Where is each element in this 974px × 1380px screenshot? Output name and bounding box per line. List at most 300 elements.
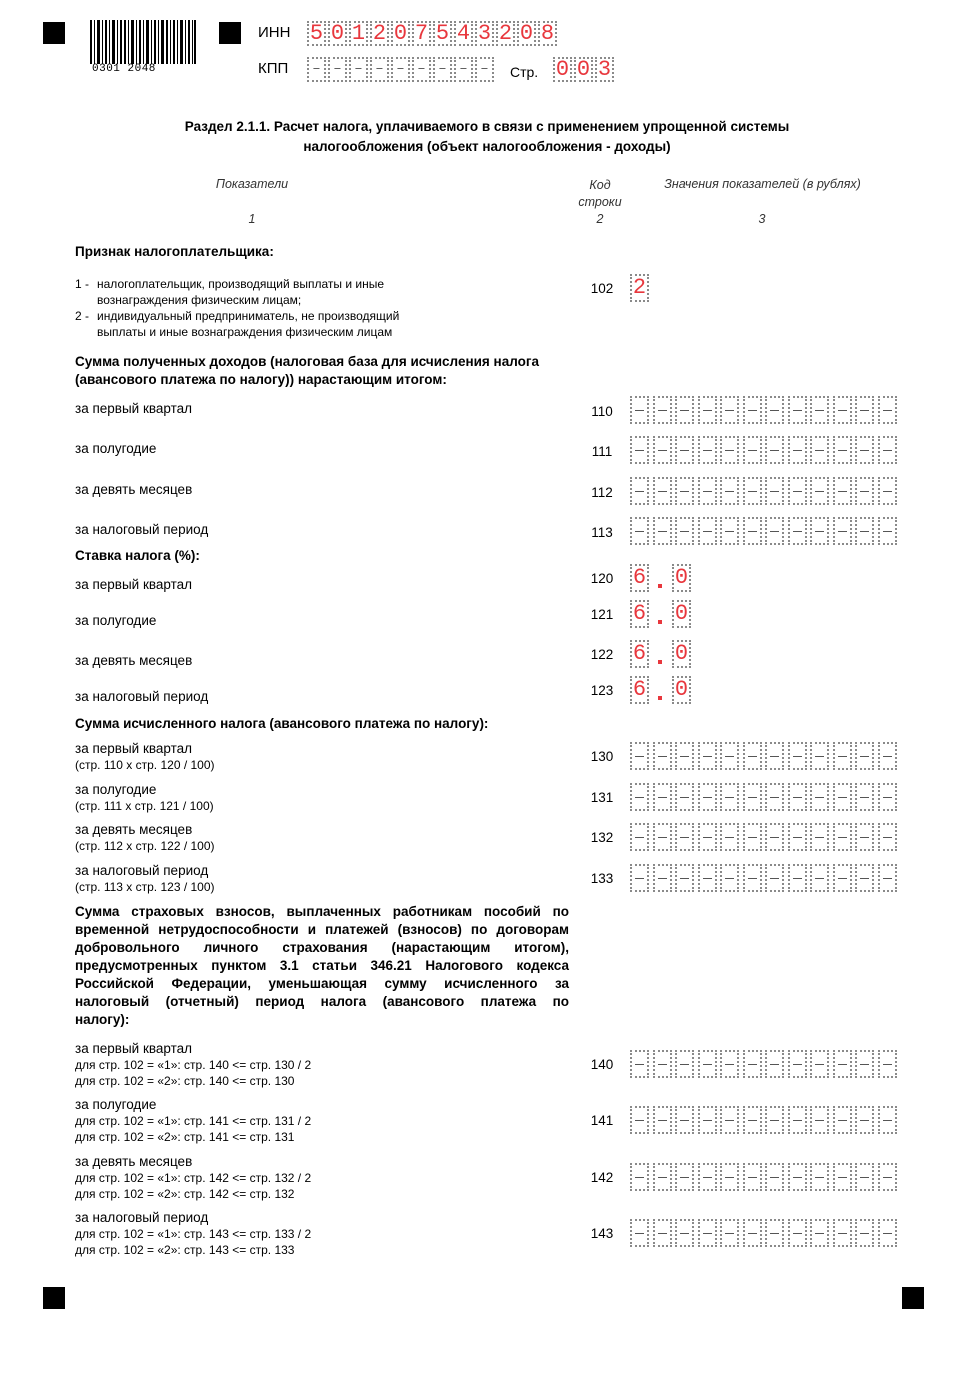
kpp-empty-cell: – <box>391 57 410 82</box>
kpp-empty-cell: – <box>370 57 389 82</box>
line-code: 123 <box>590 683 614 698</box>
decimal-point-dot <box>658 660 662 664</box>
income-heading-line2: (авансового платежа по налогу)) нарастающим итогом: <box>75 372 447 387</box>
rate-integer-digit: 6 <box>630 600 649 628</box>
col-number-1: 1 <box>248 212 256 226</box>
empty-digit-cell <box>675 517 694 545</box>
empty-digit-cell <box>675 396 694 424</box>
empty-digit-cell <box>630 823 649 851</box>
line-code: 141 <box>590 1113 614 1128</box>
income-amount-field[interactable] <box>630 477 900 505</box>
empty-digit-cell <box>833 742 852 770</box>
empty-digit-cell <box>855 864 874 892</box>
empty-digit-cell <box>698 396 717 424</box>
empty-digit-cell <box>653 742 672 770</box>
row-formula: (стр. 111 х стр. 121 / 100) <box>75 799 214 813</box>
empty-digit-cell <box>698 1106 717 1134</box>
empty-digit-cell <box>675 864 694 892</box>
row-condition-1: для стр. 102 = «1»: стр. 142 <= стр. 132 / 2 <box>75 1171 312 1185</box>
empty-digit-cell <box>675 1050 694 1078</box>
insurance-row-label <box>75 1153 311 1202</box>
empty-digit-cell <box>653 477 672 505</box>
empty-digit-cell <box>833 823 852 851</box>
empty-digit-cell <box>810 436 829 464</box>
empty-digit-cell <box>855 1219 874 1247</box>
empty-digit-cell <box>878 1106 897 1134</box>
option-2-number: 2 - <box>75 309 90 323</box>
row-formula: (стр. 110 х стр. 120 / 100) <box>75 758 215 772</box>
inn-field[interactable] <box>307 21 559 46</box>
barcode-image <box>90 20 196 64</box>
row-title: за полугодие <box>75 782 157 797</box>
empty-digit-cell <box>720 742 739 770</box>
income-amount-field[interactable] <box>630 396 900 424</box>
empty-digit-cell <box>630 517 649 545</box>
empty-digit-cell <box>743 436 762 464</box>
empty-digit-cell <box>788 742 807 770</box>
inn-digit-cell: 5 <box>307 21 326 46</box>
empty-digit-cell <box>765 1106 784 1134</box>
row-condition-2: для стр. 102 = «2»: стр. 143 <= стр. 133 <box>75 1243 295 1257</box>
empty-digit-cell <box>765 1163 784 1191</box>
empty-digit-cell <box>765 477 784 505</box>
line-code: 143 <box>590 1226 614 1241</box>
empty-digit-cell <box>855 396 874 424</box>
empty-digit-cell <box>720 1219 739 1247</box>
empty-digit-cell <box>788 1106 807 1134</box>
empty-digit-cell <box>878 742 897 770</box>
empty-digit-cell <box>675 742 694 770</box>
inn-label: ИНН <box>258 24 291 41</box>
empty-digit-cell <box>833 783 852 811</box>
empty-digit-cell <box>833 477 852 505</box>
empty-digit-cell <box>653 823 672 851</box>
line-code: 111 <box>591 444 613 459</box>
empty-digit-cell <box>788 477 807 505</box>
empty-digit-cell <box>765 742 784 770</box>
empty-digit-cell <box>653 396 672 424</box>
income-amount-field[interactable] <box>630 517 900 545</box>
empty-digit-cell <box>698 436 717 464</box>
row-formula: (стр. 112 х стр. 122 / 100) <box>75 839 215 853</box>
insurance-heading-line: добровольного личного страхования (нарастающим итогом), <box>75 940 569 955</box>
col-code-heading-line1: Код <box>589 178 611 192</box>
decimal-point-dot <box>658 696 662 700</box>
empty-digit-cell <box>765 517 784 545</box>
inn-digit-cell: 0 <box>517 21 536 46</box>
empty-digit-cell <box>743 742 762 770</box>
empty-digit-cell <box>878 517 897 545</box>
empty-digit-cell <box>788 436 807 464</box>
empty-digit-cell <box>698 477 717 505</box>
line-code-102: 102 <box>590 281 614 296</box>
kpp-empty-cell: – <box>454 57 473 82</box>
empty-digit-cell <box>675 783 694 811</box>
empty-digit-cell <box>765 436 784 464</box>
registration-marker-bottom-right <box>902 1287 924 1309</box>
empty-digit-cell <box>810 396 829 424</box>
rate-fraction-digit: 0 <box>672 640 691 668</box>
empty-digit-cell <box>743 864 762 892</box>
empty-digit-cell <box>720 1163 739 1191</box>
insurance-amount-field[interactable] <box>630 1163 900 1191</box>
insurance-heading-line: предусмотренных пунктом 3.1 статьи 346.21 Налогового кодекса <box>75 958 569 973</box>
insurance-amount-field[interactable] <box>630 1219 900 1247</box>
empty-digit-cell <box>720 1106 739 1134</box>
empty-digit-cell <box>810 1050 829 1078</box>
kpp-empty-cell: – <box>328 57 347 82</box>
line-code: 110 <box>591 404 613 419</box>
inn-digit-cell: 0 <box>328 21 347 46</box>
empty-digit-cell <box>698 823 717 851</box>
row-condition-1: для стр. 102 = «1»: стр. 141 <= стр. 131 / 2 <box>75 1114 312 1128</box>
col-code-heading-line2: строки <box>578 195 622 209</box>
insurance-heading <box>75 903 569 1029</box>
empty-digit-cell <box>720 1050 739 1078</box>
registration-marker-bottom-left <box>43 1287 65 1309</box>
line-code: 140 <box>590 1057 614 1072</box>
empty-digit-cell <box>720 864 739 892</box>
insurance-heading-line: налогу): <box>75 1012 130 1027</box>
decimal-point-dot <box>658 620 662 624</box>
kpp-field[interactable] <box>307 57 496 82</box>
empty-digit-cell <box>653 1106 672 1134</box>
registration-marker-top-center <box>219 22 241 44</box>
empty-digit-cell <box>810 864 829 892</box>
tax-rate-heading: Ставка налога (%): <box>75 548 200 563</box>
row-title: за девять месяцев <box>75 822 193 837</box>
taxpayer-sign-heading: Признак налогоплательщика: <box>75 244 274 259</box>
rate-row-label: за первый квартал <box>75 577 193 592</box>
section-title-line2: налогообложения (объект налогообложения - доходы) <box>303 139 671 154</box>
empty-digit-cell <box>743 1106 762 1134</box>
empty-digit-cell <box>675 1106 694 1134</box>
calculated-tax-field[interactable] <box>630 823 900 851</box>
line-code: 133 <box>590 871 614 886</box>
line-code: 142 <box>590 1170 614 1185</box>
empty-digit-cell <box>675 477 694 505</box>
taxpayer-option-1 <box>75 276 384 308</box>
row-title: за полугодие <box>75 1097 157 1112</box>
row-condition-2: для стр. 102 = «2»: стр. 142 <= стр. 132 <box>75 1187 295 1201</box>
empty-digit-cell <box>630 1219 649 1247</box>
page-digit-cell: 3 <box>595 57 614 82</box>
empty-digit-cell <box>878 823 897 851</box>
empty-digit-cell <box>720 517 739 545</box>
col-number-2: 2 <box>596 212 604 226</box>
empty-digit-cell <box>833 436 852 464</box>
empty-digit-cell <box>630 1050 649 1078</box>
decimal-point <box>651 564 670 592</box>
income-row-label: за полугодие <box>75 441 157 456</box>
empty-digit-cell <box>788 1050 807 1078</box>
line-code: 112 <box>591 485 613 500</box>
empty-digit-cell <box>855 1050 874 1078</box>
empty-digit-cell <box>653 864 672 892</box>
row-condition-2: для стр. 102 = «2»: стр. 140 <= стр. 130 <box>75 1074 295 1088</box>
rate-row-label: за полугодие <box>75 613 157 628</box>
empty-digit-cell <box>788 1219 807 1247</box>
empty-digit-cell <box>810 477 829 505</box>
insurance-heading-line: Российской Федерации, уменьшающая сумму исчисленного за <box>75 976 569 991</box>
col-code-heading <box>570 177 630 211</box>
kpp-empty-cell: – <box>412 57 431 82</box>
empty-digit-cell <box>630 396 649 424</box>
row-title: за первый квартал <box>75 1041 193 1056</box>
empty-digit-cell <box>833 1219 852 1247</box>
empty-digit-cell <box>653 1163 672 1191</box>
empty-digit-cell <box>630 477 649 505</box>
insurance-heading-line: налоговый (отчетный) период налога (авансового платежа по <box>75 994 569 1009</box>
empty-digit-cell <box>743 477 762 505</box>
empty-digit-cell <box>810 1219 829 1247</box>
empty-digit-cell <box>855 1163 874 1191</box>
empty-digit-cell <box>698 1163 717 1191</box>
tax-rate-field[interactable] <box>630 640 693 668</box>
empty-digit-cell <box>743 823 762 851</box>
empty-digit-cell <box>878 436 897 464</box>
barcode-digits: 0301 2048 <box>92 63 156 75</box>
rate-fraction-digit: 0 <box>672 600 691 628</box>
line-code: 120 <box>590 571 614 586</box>
empty-digit-cell <box>765 823 784 851</box>
empty-digit-cell <box>698 783 717 811</box>
tax-rate-field[interactable] <box>630 676 693 704</box>
inn-digit-cell: 1 <box>349 21 368 46</box>
empty-digit-cell <box>720 396 739 424</box>
empty-digit-cell <box>630 864 649 892</box>
empty-digit-cell <box>855 477 874 505</box>
option-2-line1: индивидуальный предприниматель, не производящий <box>97 309 400 323</box>
calculated-tax-field[interactable] <box>630 783 900 811</box>
empty-digit-cell <box>855 1106 874 1134</box>
page-digit-cell: 0 <box>553 57 572 82</box>
decimal-point <box>651 600 670 628</box>
empty-digit-cell <box>855 742 874 770</box>
income-row-label: за девять месяцев <box>75 482 193 497</box>
option-1-line1: налогоплательщик, производящий выплаты и иные <box>97 277 385 291</box>
empty-digit-cell <box>855 517 874 545</box>
empty-digit-cell <box>765 1050 784 1078</box>
section-title-line1: Раздел 2.1.1. Расчет налога, уплачиваемого в связи с применением упрощенной системы <box>184 119 790 134</box>
line-code: 121 <box>590 607 614 622</box>
insurance-amount-field[interactable] <box>630 1050 900 1078</box>
tax-rate-field[interactable] <box>630 564 693 592</box>
inn-digit-cell: 3 <box>475 21 494 46</box>
empty-digit-cell <box>675 823 694 851</box>
empty-digit-cell <box>743 517 762 545</box>
empty-digit-cell <box>743 1050 762 1078</box>
empty-digit-cell <box>878 477 897 505</box>
insurance-heading-line: временной нетрудоспособности и платежей (взносов) по договорам <box>75 922 569 937</box>
empty-digit-cell <box>788 783 807 811</box>
empty-digit-cell <box>675 436 694 464</box>
empty-digit-cell <box>788 396 807 424</box>
rate-fraction-digit: 0 <box>672 676 691 704</box>
empty-digit-cell <box>788 823 807 851</box>
income-heading <box>75 353 539 389</box>
income-row-label: за налоговый период <box>75 522 209 537</box>
calculated-tax-row-label <box>75 821 215 854</box>
empty-digit-cell <box>653 783 672 811</box>
empty-digit-cell <box>698 517 717 545</box>
rate-integer-digit: 6 <box>630 640 649 668</box>
taxpayer-sign-digit: 2 <box>630 274 649 302</box>
empty-digit-cell <box>855 436 874 464</box>
empty-digit-cell <box>698 742 717 770</box>
empty-digit-cell <box>765 783 784 811</box>
row-title: за налоговый период <box>75 1210 209 1225</box>
empty-digit-cell <box>675 1163 694 1191</box>
insurance-amount-field[interactable] <box>630 1106 900 1134</box>
empty-digit-cell <box>765 864 784 892</box>
line-code: 132 <box>590 830 614 845</box>
empty-digit-cell <box>743 396 762 424</box>
empty-digit-cell <box>878 1163 897 1191</box>
option-1-line2: вознаграждения физическим лицам; <box>97 293 302 307</box>
empty-digit-cell <box>833 864 852 892</box>
empty-digit-cell <box>743 1163 762 1191</box>
empty-digit-cell <box>810 1106 829 1134</box>
empty-digit-cell <box>675 1219 694 1247</box>
empty-digit-cell <box>653 517 672 545</box>
empty-digit-cell <box>788 1163 807 1191</box>
empty-digit-cell <box>630 783 649 811</box>
row-title: за налоговый период <box>75 863 209 878</box>
empty-digit-cell <box>855 783 874 811</box>
line-code: 130 <box>590 749 614 764</box>
income-row-label: за первый квартал <box>75 401 193 416</box>
row-title: за девять месяцев <box>75 1154 193 1169</box>
insurance-row-label <box>75 1209 311 1258</box>
empty-digit-cell <box>878 783 897 811</box>
empty-digit-cell <box>833 1163 852 1191</box>
calculated-tax-row-label <box>75 740 215 773</box>
rate-integer-digit: 6 <box>630 564 649 592</box>
inn-digit-cell: 4 <box>454 21 473 46</box>
col-number-3: 3 <box>758 212 766 226</box>
empty-digit-cell <box>765 1219 784 1247</box>
empty-digit-cell <box>810 783 829 811</box>
empty-digit-cell <box>630 1106 649 1134</box>
taxpayer-sign-field[interactable] <box>630 274 651 302</box>
inn-digit-cell: 8 <box>538 21 557 46</box>
row-condition-1: для стр. 102 = «1»: стр. 143 <= стр. 133 / 2 <box>75 1227 312 1241</box>
empty-digit-cell <box>810 1163 829 1191</box>
line-code: 113 <box>591 525 613 540</box>
decimal-point-dot <box>658 584 662 588</box>
empty-digit-cell <box>698 864 717 892</box>
inn-digit-cell: 0 <box>391 21 410 46</box>
empty-digit-cell <box>720 436 739 464</box>
kpp-empty-cell: – <box>349 57 368 82</box>
section-title <box>0 117 974 157</box>
insurance-row-label <box>75 1096 311 1145</box>
empty-digit-cell <box>743 783 762 811</box>
empty-digit-cell <box>810 742 829 770</box>
empty-digit-cell <box>810 517 829 545</box>
empty-digit-cell <box>878 1219 897 1247</box>
empty-digit-cell <box>788 864 807 892</box>
empty-digit-cell <box>630 1163 649 1191</box>
empty-digit-cell <box>855 823 874 851</box>
insurance-row-label <box>75 1040 311 1089</box>
calculated-tax-field[interactable] <box>630 864 900 892</box>
empty-digit-cell <box>810 823 829 851</box>
inn-digit-cell: 5 <box>433 21 452 46</box>
calculated-tax-heading: Сумма исчисленного налога (авансового платежа по налогу): <box>75 716 489 731</box>
kpp-empty-cell: – <box>307 57 326 82</box>
empty-digit-cell <box>653 1219 672 1247</box>
rate-row-label: за девять месяцев <box>75 653 193 668</box>
line-code: 131 <box>590 790 614 805</box>
tax-rate-field[interactable] <box>630 600 693 628</box>
empty-digit-cell <box>653 1050 672 1078</box>
line-code: 122 <box>590 647 614 662</box>
empty-digit-cell <box>630 742 649 770</box>
empty-digit-cell <box>720 823 739 851</box>
empty-digit-cell <box>833 1106 852 1134</box>
empty-digit-cell <box>720 783 739 811</box>
empty-digit-cell <box>878 1050 897 1078</box>
registration-marker-top-left <box>43 22 65 44</box>
inn-digit-cell: 2 <box>496 21 515 46</box>
rate-fraction-digit: 0 <box>672 564 691 592</box>
rate-integer-digit: 6 <box>630 676 649 704</box>
calculated-tax-row-label <box>75 862 215 895</box>
empty-digit-cell <box>630 436 649 464</box>
empty-digit-cell <box>833 517 852 545</box>
inn-digit-cell: 7 <box>412 21 431 46</box>
empty-digit-cell <box>788 517 807 545</box>
empty-digit-cell <box>765 396 784 424</box>
calculated-tax-row-label <box>75 781 214 814</box>
empty-digit-cell <box>720 477 739 505</box>
empty-digit-cell <box>698 1050 717 1078</box>
taxpayer-option-2 <box>75 308 399 340</box>
decimal-point <box>651 676 670 704</box>
page-label: Стр. <box>510 64 539 80</box>
calculated-tax-field[interactable] <box>630 742 900 770</box>
empty-digit-cell <box>833 1050 852 1078</box>
empty-digit-cell <box>878 864 897 892</box>
empty-digit-cell <box>698 1219 717 1247</box>
row-condition-2: для стр. 102 = «2»: стр. 141 <= стр. 131 <box>75 1130 295 1144</box>
income-heading-line1: Сумма полученных доходов (налоговая база для исчисления налога <box>75 354 539 369</box>
col-values-heading: Значения показателей (в рублях) <box>664 177 861 191</box>
insurance-heading-line: Сумма страховых взносов, выплаченных работникам пособий по <box>75 904 569 919</box>
empty-digit-cell <box>653 436 672 464</box>
inn-digit-cell: 2 <box>370 21 389 46</box>
empty-digit-cell <box>833 396 852 424</box>
kpp-empty-cell: – <box>475 57 494 82</box>
page-digit-cell: 0 <box>574 57 593 82</box>
col-indicators-heading: Показатели <box>215 177 289 191</box>
page-number-field[interactable] <box>553 57 616 82</box>
kpp-label: КПП <box>258 60 289 77</box>
row-formula: (стр. 113 х стр. 123 / 100) <box>75 880 215 894</box>
row-title: за первый квартал <box>75 741 193 756</box>
empty-digit-cell <box>743 1219 762 1247</box>
option-1-number: 1 - <box>75 277 90 291</box>
decimal-point <box>651 640 670 668</box>
rate-row-label: за налоговый период <box>75 689 209 704</box>
income-amount-field[interactable] <box>630 436 900 464</box>
option-2-line2: выплаты и иные вознаграждения физическим лицам <box>97 325 393 339</box>
empty-digit-cell <box>878 396 897 424</box>
row-condition-1: для стр. 102 = «1»: стр. 140 <= стр. 130 / 2 <box>75 1058 312 1072</box>
kpp-empty-cell: – <box>433 57 452 82</box>
